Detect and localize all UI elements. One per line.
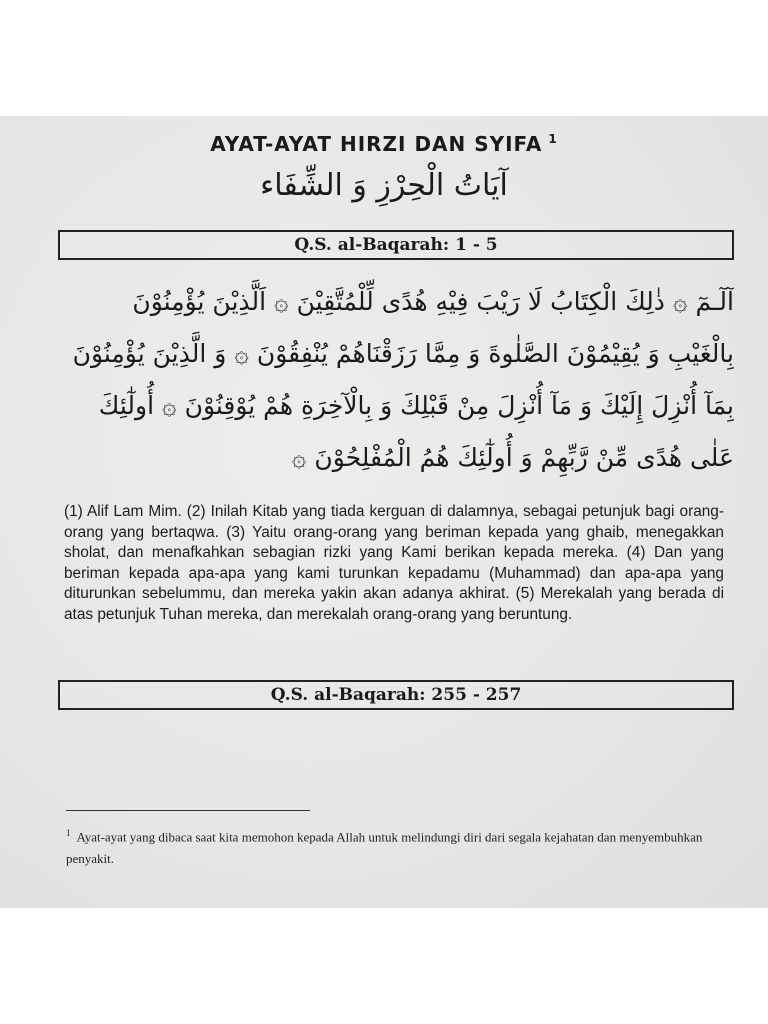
arabic-verse-line: آلٓـمٓ ۞ ذٰلِكَ الْكِتَابُ لَا رَيْبَ فِيْهِ هُدًى لِّلْمُتَّقِيْنَ ۞ اَلَّذِيْنَ يُؤْمِنُوْنَ (132, 287, 734, 316)
page-title (0, 132, 768, 156)
arabic-verses-block (60, 276, 734, 484)
page-title-text: AYAT-AYAT HIRZI DAN SYIFA (210, 132, 543, 156)
translation-paragraph: (1) Alif Lam Mim. (2) Inilah Kitab yang tiada kerguan di dalamnya, sebagai petunjuk bagi orang-orang yang bertaqwa. (3) Yaitu orang-orang yang beriman kepada yang ghaib, menegakkan sholat, dan menafkahkan sebagian rizki yang Kami berikan kepada mereka. (4) Dan yang beriman kepada apa-apa yang kami turunkan kepadamu (Muhammad) dan apa-apa yang diturunkan sebelummu, dan mereka yakin akan adanya akhirat. (5) Merekalah yang berada di atas petunjuk Tuhan mereka, dan merekalah orang-orang yang beruntung. (64, 503, 724, 623)
title-footnote-ref: 1 (548, 132, 558, 147)
book-page (0, 116, 768, 908)
section-heading-baqarah-255-257: Q.S. al-Baqarah: 255 - 257 (58, 680, 734, 710)
footnote-text: Ayat-ayat yang dibaca saat kita memohon kepada Allah untuk melindungi diri dari segala kejahatan dan menyembuhkan penyakit. (66, 829, 703, 867)
arabic-verse-line: بِمَآ أُنْزِلَ إِلَيْكَ وَ مَآ أُنْزِلَ مِنْ قَبْلِكَ وَ بِالْآخِرَةِ هُمْ يُوْقِنُوْنَ ۞ أُولٰٓئِكَ (98, 391, 734, 420)
footnote (66, 822, 726, 870)
footnote-marker: 1 (66, 828, 71, 838)
arabic-verse-line: بِالْغَيْبِ وَ يُقِيْمُوْنَ الصَّلٰوةَ وَ مِمَّا رَزَقْنَاهُمْ يُنْفِقُوْنَ ۞ وَ الَّذِيْنَ يُؤْمِنُوْنَ (72, 339, 734, 368)
section-heading-baqarah-1-5: Q.S. al-Baqarah: 1 - 5 (58, 230, 734, 260)
arabic-verse-line: عَلٰى هُدًى مِّنْ رَّبِّهِمْ وَ أُولٰٓئِكَ هُمُ الْمُفْلِحُوْنَ ۞ (291, 443, 734, 472)
arabic-title: آيَاتُ الْحِرْزِ وَ الشِّفَاء (260, 168, 508, 203)
footnote-divider (66, 810, 310, 811)
